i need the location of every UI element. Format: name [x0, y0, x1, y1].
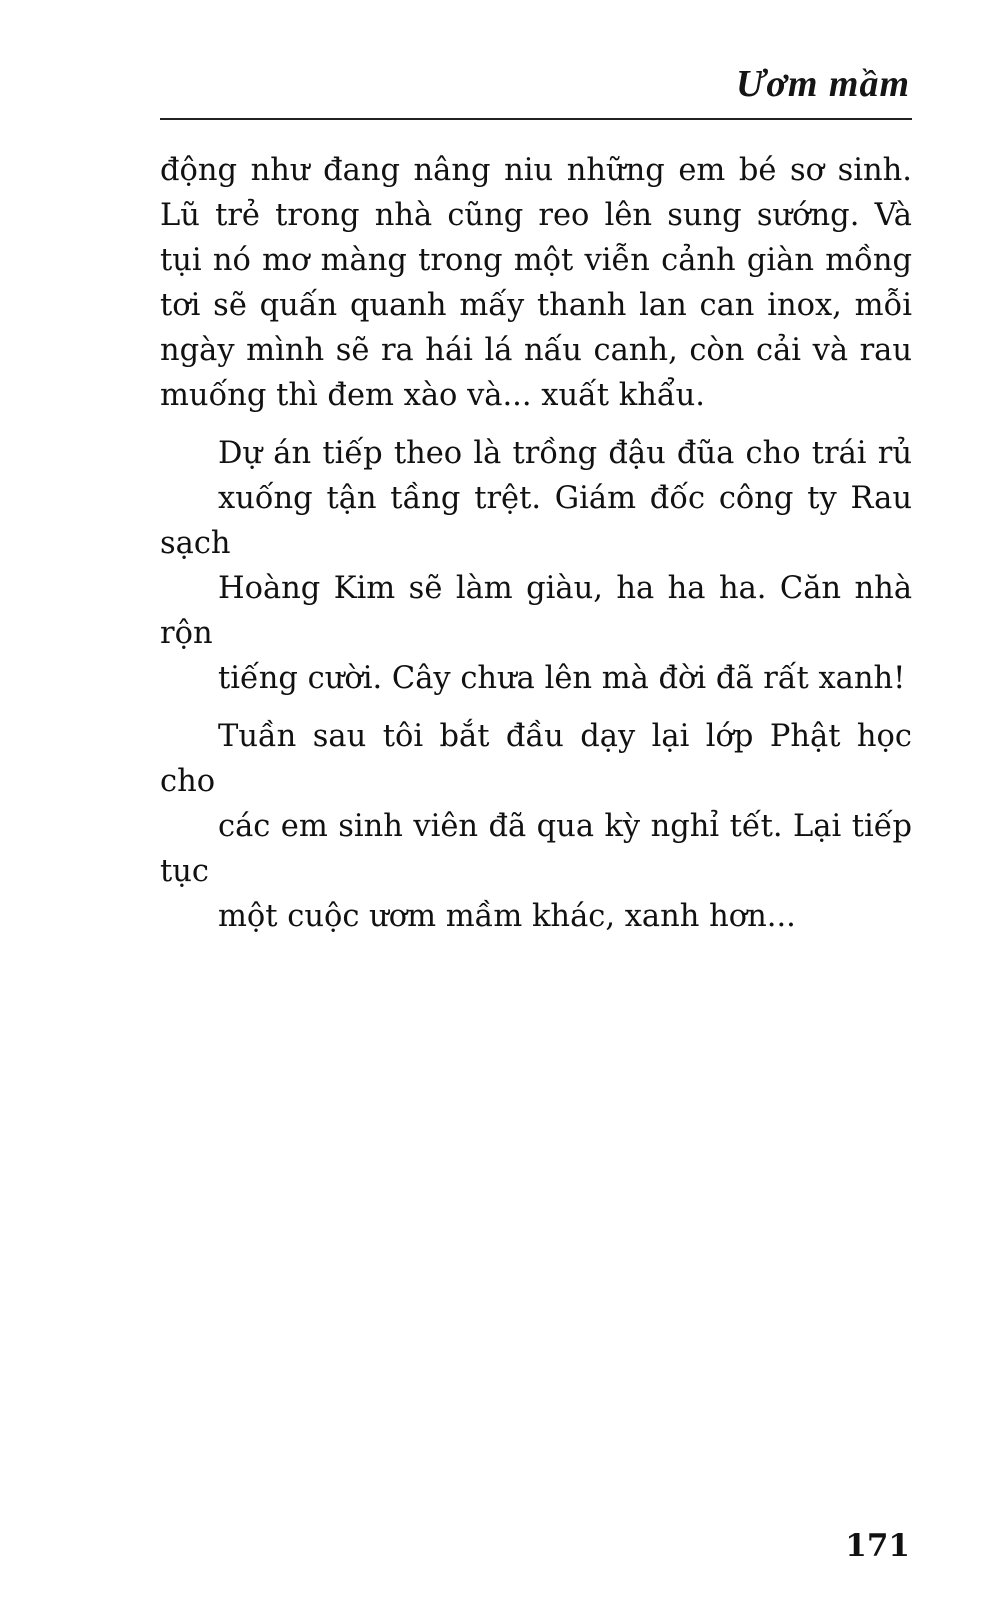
text-line: tơi sẽ quấn quanh mấy thanh lan can inox, mỗi — [160, 288, 912, 323]
text-line: tiếng cười. Cây chưa lên mà đời đã rất xanh! — [218, 661, 906, 696]
header-rule — [160, 118, 912, 120]
paragraph — [160, 148, 912, 418]
paragraph — [160, 714, 912, 939]
text-line: Lũ trẻ trong nhà cũng reo lên sung sướng. Và — [160, 198, 912, 233]
text-line: Dự án tiếp theo là trồng đậu đũa cho trái rủ — [218, 436, 912, 471]
paragraph — [160, 431, 912, 701]
body-text — [160, 148, 912, 952]
text-line: Hoàng Kim sẽ làm giàu, ha ha ha. Căn nhà rộn — [160, 571, 912, 651]
text-line: ngày mình sẽ ra hái lá nấu canh, còn cải và rau — [160, 333, 912, 368]
text-line: động như đang nâng niu những em bé sơ sinh. — [160, 153, 912, 188]
text-line: xuống tận tầng trệt. Giám đốc công ty Rau sạch — [160, 481, 912, 561]
text-line: tụi nó mơ màng trong một viễn cảnh giàn mồng — [160, 243, 912, 278]
running-head: Ươm mầm — [735, 63, 910, 105]
text-line: Tuần sau tôi bắt đầu dạy lại lớp Phật học cho — [160, 719, 912, 799]
text-line: một cuộc ươm mầm khác, xanh hơn... — [218, 899, 796, 934]
page-number: 171 — [845, 1528, 910, 1564]
text-line: muống thì đem xào và... xuất khẩu. — [160, 378, 705, 413]
text-line: các em sinh viên đã qua kỳ nghỉ tết. Lại tiếp tục — [160, 809, 912, 889]
